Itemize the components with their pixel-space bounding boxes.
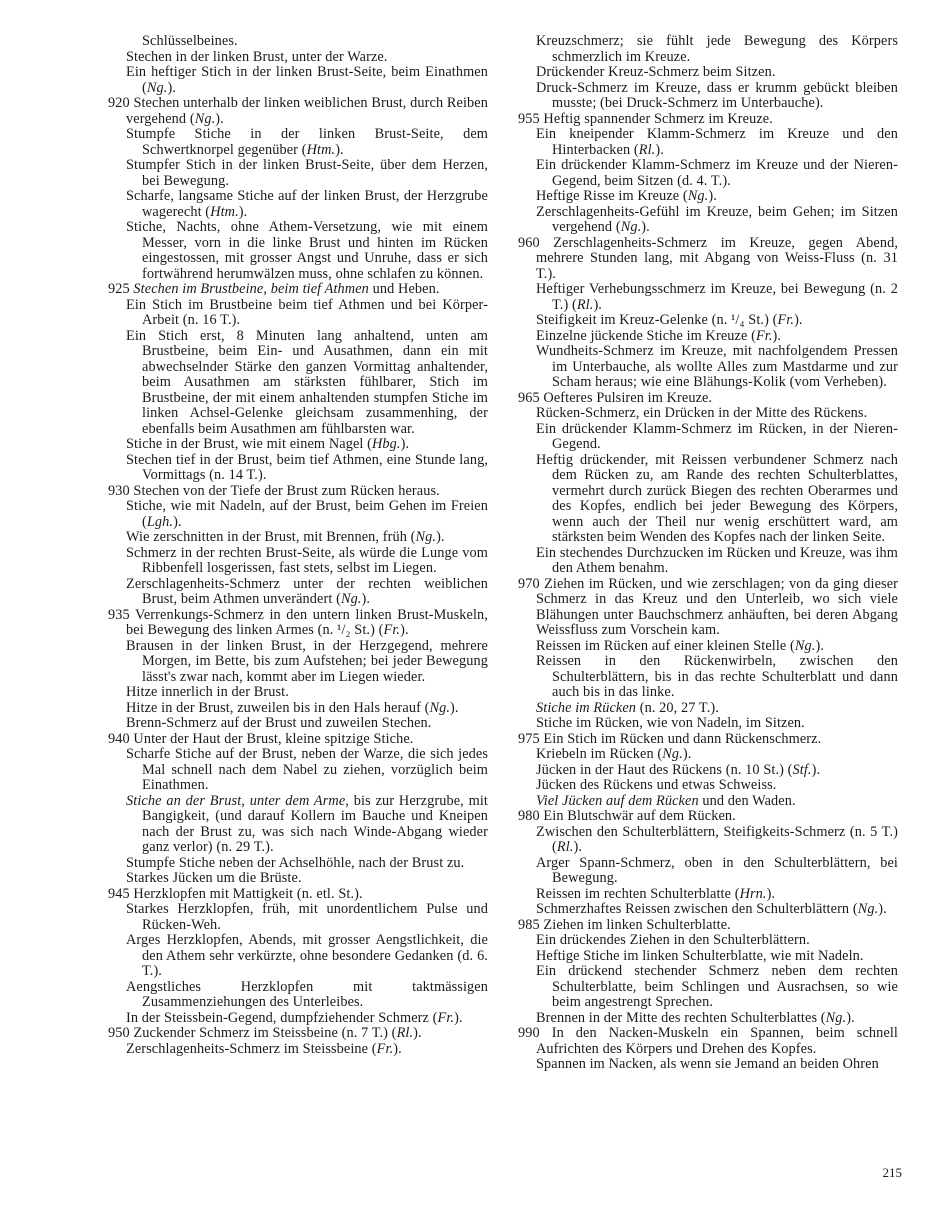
entry: [518, 189, 898, 205]
text: ).: [682, 746, 692, 762]
text: Hitze innerlich in der Brust.: [126, 684, 289, 700]
text: ).: [436, 529, 445, 545]
text: ).: [655, 141, 664, 158]
text: Rücken-Schmerz, ein Drücken in der Mitte des Rückens.: [536, 405, 868, 421]
entry: [108, 902, 488, 933]
entry: [518, 1057, 898, 1073]
text: Reissen im rechten Schulterblatte (: [536, 885, 740, 902]
text: Ein heftiger Stich in der linken Brust-Seite, beim Einathmen (: [126, 64, 488, 96]
text: Schlüsselbeines.: [142, 33, 238, 49]
text: ).: [400, 436, 410, 452]
text: Ein Stich im Rücken und dann Rückenschmerz.: [543, 730, 822, 747]
text: ).: [215, 110, 224, 127]
text: ).: [400, 622, 409, 638]
text: Ein drückender Klamm-Schmerz im Rücken, in der Nieren-Gegend.: [536, 420, 898, 452]
text: , bis zur Herzgrube, mit Bangigkeit, (und darauf Kollern im Bauche und Kneipen nach der Brust zu, was sich nach Winde-Abgang wieder ganz verlor) (n. 29 T.).: [142, 792, 489, 855]
text: Ein drückender Klamm-Schmerz im Kreuze und der Nieren-Gegend, beim Sitzen (d. 4. T.).: [536, 157, 898, 189]
entry-990: [518, 1026, 898, 1057]
entry-number: 955: [518, 110, 544, 127]
entry: [518, 778, 898, 794]
text: ).: [641, 219, 650, 235]
italic-text: Rl.: [396, 1025, 414, 1041]
text: Aengstliches Herzklopfen mit taktmässigen Zusammenziehungen des Unterleibes.: [126, 978, 488, 1010]
text: ).: [772, 327, 782, 344]
entry: [518, 422, 898, 453]
text: (n. 20, 27 T.).: [636, 699, 719, 716]
text: Heftig spannender Schmerz im Kreuze.: [543, 110, 773, 127]
text: und den Waden.: [698, 792, 796, 809]
italic-text: Ng.: [429, 699, 451, 716]
text: In der Steissbein-Gegend, dumpfziehender Schmerz (: [126, 1009, 438, 1026]
text: Heftige Risse im Kreuze (: [536, 188, 688, 204]
text: Wundheits-Schmerz im Kreuze, mit nachfolgendem Pressen im Unterbauche, als wollte Alles zum Mastdarme und zur Scham heraus; wie eine Blähungs-Kolik (vom Verheben).: [536, 343, 898, 390]
italic-text: Ng.: [687, 188, 709, 204]
italic-text: Htm.: [306, 141, 336, 158]
left-column: [108, 34, 488, 1073]
entry-930: [108, 484, 488, 500]
entry: [108, 577, 488, 608]
text: Kriebeln im Rücken (: [536, 746, 663, 762]
entry: [518, 406, 898, 422]
entry-950: [108, 1026, 488, 1042]
entry: [518, 902, 898, 918]
entry-number: 940: [108, 730, 134, 747]
entry: [518, 964, 898, 1011]
entry: [518, 34, 898, 65]
text: ).: [167, 79, 176, 96]
text: Schmerz in der rechten Brust-Seite, als würde die Lunge vom Ribbenfell losgerissen, fast stets, selbst im Liegen.: [126, 544, 488, 576]
italic-text: Stf.: [792, 761, 812, 778]
entry: [108, 701, 488, 717]
text: Brenn-Schmerz auf der Brust und zuweilen Stechen.: [126, 715, 432, 731]
entry-number: 960: [518, 234, 554, 251]
text: Ein Stich erst, 8 Minuten lang anhaltend, unten am Brustbeine, beim Ein- und Ausathmen, dann ein mit abwechselnder Stärke den ganzen Vormittag anhaltender, beim Ausathmen am stärksten fühlbarer, Stich im Brustbeine, der mit einem anhaltenden stumpfen Stiche im linken Achsel-Gelenke gleichsam zusammenhing, der ebenfalls beim Ausathmen am fühlbarsten war.: [126, 327, 488, 437]
text: Stechen tief in der Brust, beim tief Athmen, eine Stunde lang, Vormittags (n. 14 T.).: [126, 451, 488, 483]
entry: [518, 856, 898, 887]
italic-text: Stiche an der Brust, unter dem Arme: [126, 792, 346, 809]
italic-text: Ng.: [340, 591, 362, 607]
entry: [108, 794, 488, 856]
italic-text: Fr.: [383, 622, 401, 638]
text: Zerschlagenheits-Schmerz im Kreuze, gegen Abend, mehrere Stunden lang, mit Abgang von Weiss-Fluss (n. 31 T.).: [536, 234, 899, 282]
entry: [108, 1011, 488, 1027]
text: Stumpfe Stiche neben der Achselhöhle, nach der Brust zu.: [126, 854, 465, 871]
entry: [108, 453, 488, 484]
text: Ein kneipender Klamm-Schmerz im Kreuze und den Hinterbacken (: [536, 126, 898, 158]
right-column: [518, 34, 898, 1073]
entry: [108, 530, 488, 546]
italic-text: Ng.: [146, 79, 168, 96]
text: Ein drückendes Ziehen in den Schulterblättern.: [536, 932, 810, 948]
entry: [108, 639, 488, 686]
entry: [518, 205, 898, 236]
text: Brausen in der linken Brust, in der Herzgegend, mehrere Morgen, im Bette, bis zum Aufstehen; bei jeder Bewegung lässt's zwar nach, kommt aber im Liegen wieder.: [126, 637, 488, 685]
entry: [108, 546, 488, 577]
entry: [108, 685, 488, 701]
text: Zwischen den Schulterblättern, Steifigkeits-Schmerz (n. 5 T.) (: [536, 823, 898, 855]
text: Reissen im Rücken auf einer kleinen Stelle (: [536, 637, 795, 654]
entry-number: 935: [108, 606, 135, 623]
text: und Heben.: [368, 281, 440, 297]
entry-number: 990: [518, 1025, 552, 1041]
entry: [518, 887, 898, 903]
entry: [518, 1011, 898, 1027]
text: ).: [335, 141, 344, 158]
text: ).: [794, 312, 803, 328]
entry: [518, 453, 898, 546]
text: ).: [766, 885, 776, 902]
entry: [108, 329, 488, 438]
entry-980: [518, 809, 898, 825]
text: Ein stechendes Durchzucken im Rücken und Kreuze, was ihm den Athem benahm.: [536, 544, 898, 576]
entry: [108, 189, 488, 220]
entry: [108, 933, 488, 980]
entry: [518, 949, 898, 965]
entry-955: [518, 112, 898, 128]
text: Stiche, wie mit Nadeln, auf der Brust, beim Gehen im Freien (: [126, 498, 488, 530]
italic-text: Ng.: [857, 901, 879, 917]
entry: [518, 127, 898, 158]
italic-text: Stechen im Brustbeine, beim tief Athmen: [133, 281, 369, 297]
entry-975: [518, 732, 898, 748]
entry-925: [108, 282, 488, 298]
entry-960: [518, 236, 898, 283]
text: ).: [708, 188, 717, 204]
entry: [108, 747, 488, 794]
entry: [518, 81, 898, 112]
entry-940: [108, 732, 488, 748]
text: ).: [413, 1025, 422, 1041]
entry: [108, 871, 488, 887]
entry: [518, 546, 898, 577]
entry-920: [108, 96, 488, 127]
entry: [518, 313, 898, 329]
text: In den Nacken-Muskeln ein Spannen, beim schnell Aufrichten des Körpers und Drehen des Kopfes.: [536, 1025, 899, 1057]
entry: [518, 933, 898, 949]
entry-number: 980: [518, 808, 544, 824]
entry: [108, 50, 488, 66]
text: Druck-Schmerz im Kreuze, dass er krumm gebückt bleiben musste; (bei Druck-Schmerz im Unterbauche).: [536, 79, 898, 111]
text: Stiche in der Brust, wie mit einem Nagel (: [126, 436, 372, 452]
text: Ein Blutschwär auf dem Rücken.: [543, 808, 736, 824]
text: Zerschlagenheits-Schmerz im Steissbeine (: [126, 1040, 377, 1057]
text: Ziehen im linken Schulterblatte.: [543, 916, 731, 933]
italic-text: Viel Jücken auf dem Rücken: [536, 792, 699, 809]
text: Ein drückend stechender Schmerz neben dem rechten Schulterblatte, beim Schlingen und Ausrachsen, so wie beim angestrengt Sprechen.: [536, 963, 898, 1010]
entry: [108, 716, 488, 732]
italic-text: Fr.: [755, 327, 773, 344]
entry-number: 925: [108, 281, 134, 297]
italic-text: Rl.: [638, 141, 656, 158]
entry: [108, 65, 488, 96]
entry: [108, 220, 488, 282]
text: Heftige Stiche im linken Schulterblatte, wie mit Nadeln.: [536, 947, 864, 964]
text: Scharfe, langsame Stiche auf der linken Brust, der Herzgrube wagerecht (: [126, 188, 488, 220]
text: ).: [173, 513, 182, 530]
entry-number: 975: [518, 730, 544, 747]
italic-text: Ng.: [662, 746, 683, 762]
entry: [518, 65, 898, 81]
entry-970: [518, 577, 898, 639]
entry: [518, 825, 898, 856]
entry: [108, 158, 488, 189]
text: Stechen in der linken Brust, unter der Warze.: [126, 48, 388, 65]
text: Stiche, Nachts, ohne Athem-Versetzung, wie mit einem Messer, vorn in die linke Brust und hinten im Rücken eingestossen, mit grosser Angst und Unruhe, dass er sich fortwährend herumwälzen muss, ohne schlafen zu können.: [126, 219, 488, 282]
entry: [108, 1042, 488, 1058]
text: Herzklopfen mit Mattigkeit (n. etl. St.).: [133, 885, 363, 902]
text: Jücken in der Haut des Rückens (n. 10 St.) (: [536, 761, 793, 778]
entry-number: 920: [108, 95, 134, 111]
text: Zuckender Schmerz im Steissbeine (n. 7 T.) (: [133, 1025, 397, 1041]
entry: [518, 716, 898, 732]
text: Heftig drückender, mit Reissen verbundener Schmerz nach dem Rücken zu, am Rande des rechten Schulterblattes, vermehrt durch zurück Biegen des rechten Oberarmes und des Kopfes, endlich bei jeder Bewegung des Körpers, wenn auch der Theil nur wenig erschüttert ward, am stärksten beim Wenden des Kopfes nach der linken Seite.: [536, 451, 898, 545]
entry: [518, 763, 898, 779]
entry-985: [518, 918, 898, 934]
text: Kreuzschmerz; sie fühlt jede Bewegung des Körpers schmerzlich im Kreuze.: [536, 33, 898, 65]
text: Zerschlagenheits-Schmerz unter der rechten weiblichen Brust, beim Athmen unverändert (: [126, 575, 488, 607]
text: ).: [238, 203, 248, 220]
text: ).: [878, 901, 887, 917]
entry-965: [518, 391, 898, 407]
text: Stumpfe Stiche in der linken Brust-Seite, dem Schwertknorpel gegenüber (: [126, 126, 488, 158]
entry: [518, 282, 898, 313]
entry-number: 985: [518, 916, 544, 933]
italic-text: Fr.: [777, 312, 795, 328]
entry: [518, 747, 898, 763]
entry-935: [108, 608, 488, 639]
italic-text: Lgh.: [146, 513, 174, 530]
text: Drückender Kreuz-Schmerz beim Sitzen.: [536, 64, 776, 80]
text: ).: [454, 1009, 463, 1026]
entry: [108, 127, 488, 158]
text: Arger Spann-Schmerz, oben in den Schulterblättern, bei Bewegung.: [536, 854, 898, 886]
entry-number: 965: [518, 389, 544, 406]
text: Stiche im Rücken, wie von Nadeln, im Sitzen.: [536, 715, 805, 731]
text: ).: [815, 637, 824, 654]
entry: [108, 499, 488, 530]
entry: [108, 437, 488, 453]
entry: [108, 298, 488, 329]
text: Scharfe Stiche auf der Brust, neben der Warze, die sich jedes Mal schnell nach dem Nabel zu ziehen, vorzüglich beim Einathmen.: [126, 746, 488, 793]
text: ).: [811, 761, 821, 778]
italic-text: Ng.: [794, 637, 816, 654]
text: ).: [450, 699, 459, 716]
page-content: [108, 34, 898, 1073]
text: Wie zerschnitten in der Brust, mit Brennen, früh (: [126, 529, 416, 545]
italic-text: Ng.: [194, 110, 216, 127]
entry: [518, 158, 898, 189]
text: Spannen im Nacken, als wenn sie Jemand an beiden Ohren: [536, 1056, 879, 1072]
text: Starkes Herzklopfen, früh, mit unordentlichem Pulse und Rücken-Weh.: [126, 901, 488, 933]
entry: [518, 344, 898, 391]
italic-text: Stiche im Rücken: [536, 699, 637, 716]
text: Stechen von der Tiefe der Brust zum Rücken heraus.: [133, 482, 440, 499]
text: Zerschlagenheits-Gefühl im Kreuze, beim Gehen; im Sitzen vergehend (: [536, 203, 898, 235]
text: Schmerzhaftes Reissen zwischen den Schulterblättern (: [536, 901, 858, 917]
text: Arges Herzklopfen, Abends, mit grosser Aengstlichkeit, die den Athem sehr verkürzte, ohne besondere Gedanken (d. 6. T.).: [126, 932, 488, 979]
italic-text: Fr.: [437, 1009, 455, 1026]
text: Einzelne jückende Stiche im Kreuze (: [536, 327, 756, 344]
entry-number: 950: [108, 1025, 134, 1041]
entry-number: 930: [108, 482, 134, 499]
text: Heftiger Verhebungsschmerz im Kreuze, bei Bewegung (n. 2 T.) (: [536, 281, 898, 313]
text: Unter der Haut der Brust, kleine spitzige Stiche.: [133, 730, 414, 747]
entry: [518, 639, 898, 655]
page-number: 215: [882, 1165, 902, 1180]
entry-number: 970: [518, 575, 545, 592]
text: ).: [573, 839, 583, 855]
italic-text: Ng.: [415, 529, 437, 545]
text: Oefteres Pulsiren im Kreuze.: [543, 389, 713, 406]
italic-text: Htm.: [210, 203, 239, 220]
entry: [108, 980, 488, 1011]
text: ).: [393, 1040, 402, 1057]
italic-text: Hbg.: [372, 436, 401, 452]
italic-text: Hrn.: [739, 885, 767, 902]
text: Brennen in der Mitte des rechten Schulterblattes (: [536, 1009, 826, 1026]
italic-text: Rl.: [576, 296, 594, 313]
text: Verrenkungs-Schmerz in den untern linken Brust-Muskeln, bei Bewegung des linken Armes (n. ¹/₂ St.) (: [126, 606, 488, 638]
text: Ziehen im Rücken, und wie zerschlagen; von da ging dieser Schmerz in das Kreuz und den Unterleib, wo sich viele Blähungen unter Bauchschmerz anhäuften, bei deren Abgang Weissfluss zum Vorschein kam.: [536, 575, 898, 638]
entry: [518, 701, 898, 717]
entry-945: [108, 887, 488, 903]
italic-text: Rl.: [556, 839, 574, 855]
entry: [108, 856, 488, 872]
text: Steifigkeit im Kreuz-Gelenke (n. ¹/₄ St.) (: [536, 312, 778, 328]
text: ).: [593, 296, 602, 313]
text: Reissen in den Rückenwirbeln, zwischen den Schulterblättern, bis in das rechte Schulterblatt und dann auch bis in das linke.: [536, 653, 898, 700]
text: ).: [361, 591, 371, 607]
text: Hitze in der Brust, zuweilen bis in den Hals herauf (: [126, 699, 430, 716]
text: Ein Stich im Brustbeine beim tief Athmen und bei Körper-Arbeit (n. 16 T.).: [126, 296, 488, 328]
entry: [518, 654, 898, 701]
text: Jücken des Rückens und etwas Schweiss.: [536, 777, 777, 793]
text: Starkes Jücken um die Brüste.: [126, 870, 302, 886]
text: ).: [846, 1009, 855, 1026]
entry: [518, 329, 898, 345]
entry: [108, 34, 488, 50]
text: Stechen unterhalb der linken weiblichen Brust, durch Reiben vergehend (: [126, 95, 489, 127]
italic-text: Ng.: [620, 219, 642, 235]
text: Stumpfer Stich in der linken Brust-Seite, über dem Herzen, bei Bewegung.: [126, 157, 488, 189]
entry: [518, 794, 898, 810]
italic-text: Fr.: [376, 1040, 394, 1057]
entry-number: 945: [108, 885, 134, 902]
italic-text: Ng.: [825, 1009, 847, 1026]
